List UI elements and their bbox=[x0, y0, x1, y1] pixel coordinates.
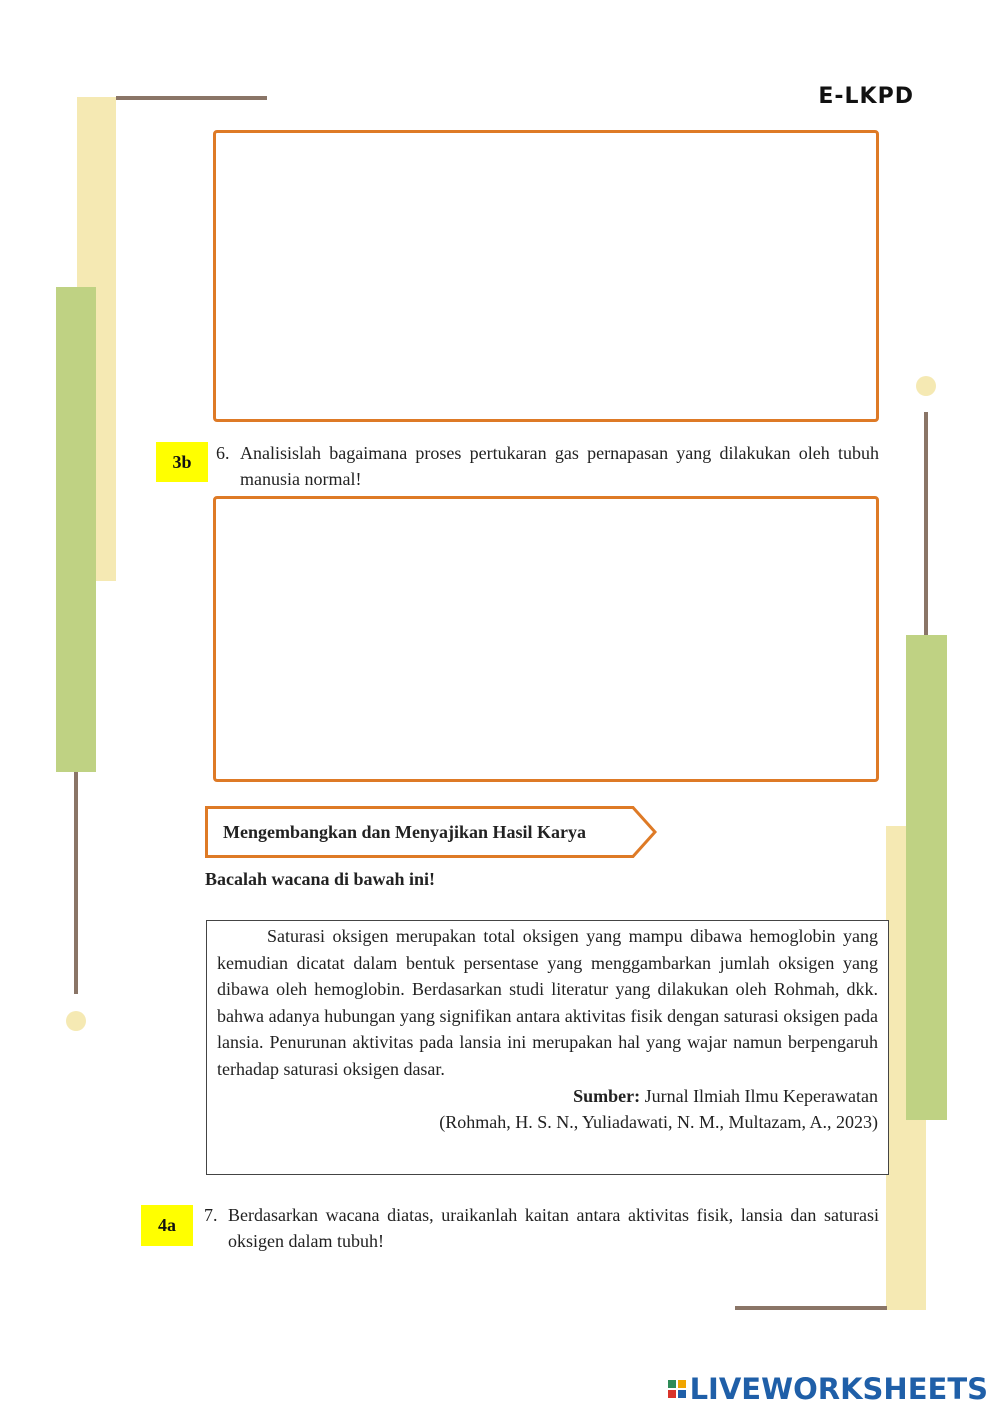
decor-green-bar-right bbox=[906, 635, 947, 1120]
passage-body: Saturasi oksigen merupakan total oksigen yang mampu dibawa hemoglobin yang kemudian dicatat dalam bentuk persentase yang menggambarkan jumlah oksigen yang dibawa oleh hemoglobin. Berdasarkan studi literatur yang dilakukan oleh Rohmah, dkk. bahwa adanya hubungan yang signifikan antara aktivitas fisik dengan saturasi oksigen pada lansia. Penurunan aktivitas pada lansia ini merupakan hal yang wajar namun berpengaruh terhadap saturasi oksigen dasar. bbox=[217, 926, 878, 1079]
question-number: 6. bbox=[216, 443, 230, 463]
decor-line-top bbox=[116, 96, 267, 100]
answer-box-previous[interactable] bbox=[213, 130, 879, 422]
passage-citation: (Rohmah, H. S. N., Yuliadawati, N. M., Multazam, A., 2023) bbox=[439, 1112, 878, 1133]
logo-square-v bbox=[668, 1390, 676, 1398]
source-name: Jurnal Ilmiah Ilmu Keperawatan bbox=[644, 1085, 878, 1106]
reading-instruction: Bacalah wacana di bawah ini! bbox=[205, 869, 436, 889]
question-text: Berdasarkan wacana diatas, uraikanlah kaitan antara aktivitas fisik, lansia dan saturasi oksigen dalam tubuh! bbox=[228, 1205, 879, 1251]
source-label: Sumber: bbox=[573, 1085, 641, 1106]
competency-badge-4a: 4a bbox=[141, 1205, 193, 1246]
question-number: 7. bbox=[204, 1205, 218, 1225]
question-7 bbox=[204, 1202, 879, 1254]
brand-wordmark: LIVEWORKSHEETS bbox=[689, 1372, 988, 1406]
competency-badge-3b: 3b bbox=[156, 442, 208, 482]
page-header-tag: E-LKPD bbox=[818, 84, 914, 109]
question-text: Analisislah bagaimana proses pertukaran gas pernapasan yang dilakukan oleh tubuh manusia normal! bbox=[240, 443, 879, 489]
decor-green-bar-left bbox=[56, 287, 96, 772]
question-6 bbox=[216, 440, 879, 492]
logo-square-e bbox=[678, 1390, 686, 1398]
logo-square-l bbox=[668, 1380, 676, 1388]
decor-line-bottom bbox=[735, 1306, 887, 1310]
decor-line-left-vertical bbox=[74, 772, 78, 994]
decor-dot-right bbox=[916, 376, 936, 396]
section-title: Mengembangkan dan Menyajikan Hasil Karya bbox=[223, 822, 587, 842]
decor-line-right-vertical bbox=[924, 412, 928, 636]
passage-source bbox=[217, 1083, 878, 1110]
decor-dot-left bbox=[66, 1011, 86, 1031]
liveworksheets-logo-icon bbox=[668, 1380, 686, 1398]
section-banner bbox=[205, 806, 657, 858]
logo-square-i bbox=[678, 1380, 686, 1388]
reading-passage bbox=[206, 920, 889, 1175]
liveworksheets-brand[interactable] bbox=[668, 1372, 988, 1406]
answer-box-question-6[interactable] bbox=[213, 496, 879, 782]
